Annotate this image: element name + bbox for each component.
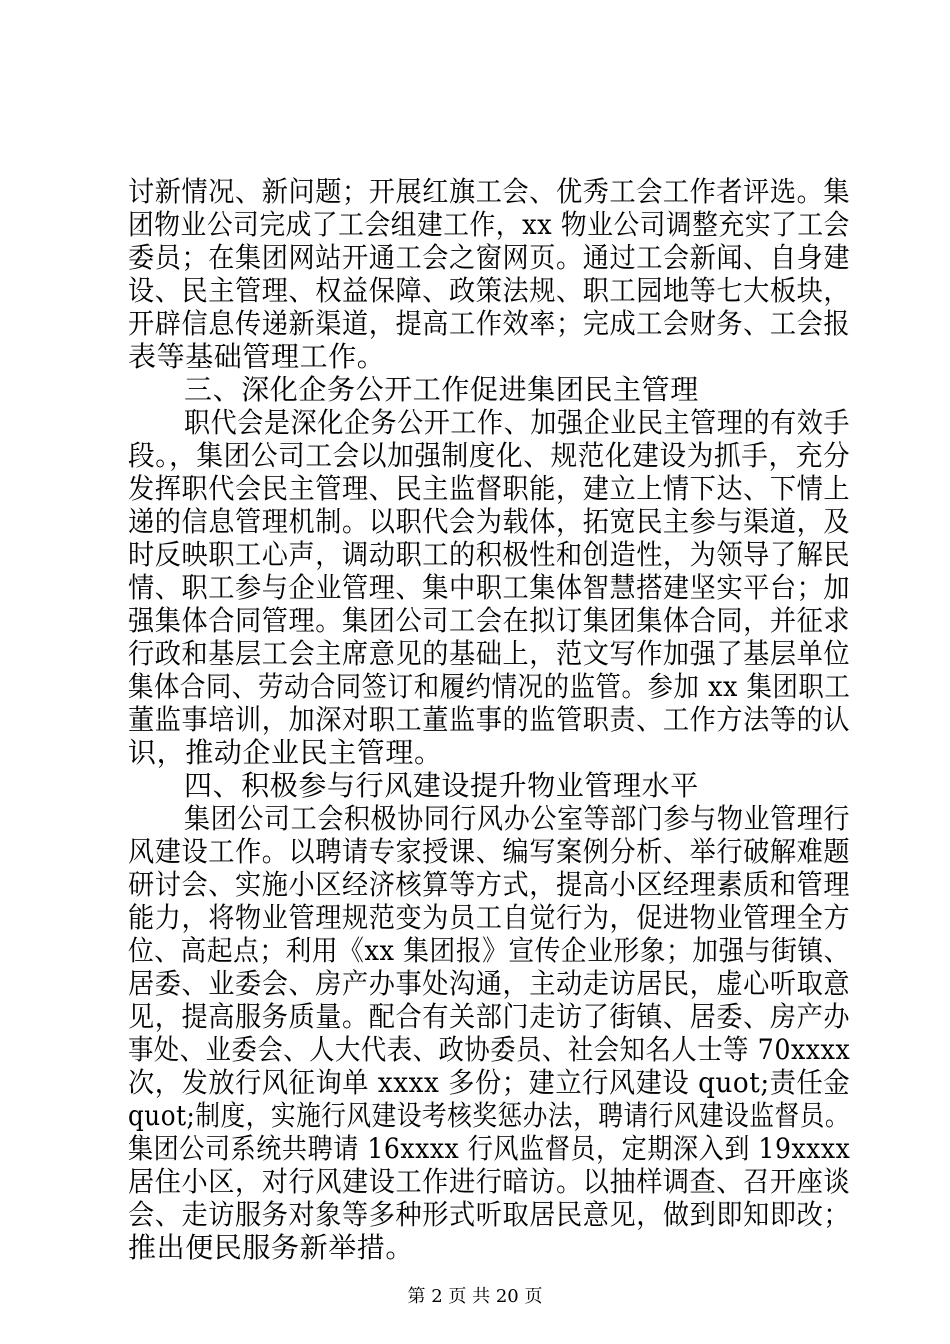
- text-line: 情、职工参与企业管理、集中职工集体智慧搭建坚实平台；加: [128, 571, 851, 604]
- text-line: quot;制度，实施行风建设考核奖惩办法，聘请行风建设监督员。: [128, 1099, 851, 1132]
- text-line: 集体合同、劳动合同签订和履约情况的监管。参加 xx 集团职工: [128, 670, 851, 703]
- text-line: 团物业公司完成了工会组建工作，xx 物业公司调整充实了工会: [128, 208, 850, 241]
- page-number: 第 2 页 共 20 页: [407, 1286, 543, 1307]
- text-line: 居住小区，对行风建设工作进行暗访。以抽样调查、召开座谈: [128, 1165, 851, 1198]
- text-line: 风建设工作。以聘请专家授课、编写案例分析、举行破解难题: [128, 835, 851, 868]
- text-line: 时反映职工心声，调动职工的积极性和创造性，为领导了解民: [128, 538, 851, 571]
- text-line: 职代会是深化企务公开工作、加强企业民主管理的有效手: [184, 406, 851, 439]
- text-line: 能力，将物业管理规范变为员工自觉行为，促进物业管理全方: [128, 901, 851, 934]
- text-line: 设、民主管理、权益保障、政策法规、职工园地等七大板块，: [128, 274, 851, 307]
- text-line: 事处、业委会、人大代表、政协委员、社会知名人士等 70xxxx: [128, 1033, 851, 1066]
- text-line: 行政和基层工会主席意见的基础上，范文写作加强了基层单位: [128, 637, 851, 670]
- text-line: 发挥职代会民主管理、民主监督职能，建立上情下达、下情上: [128, 472, 851, 505]
- text-line: 研讨会、实施小区经济核算等方式，提高小区经理素质和管理: [128, 868, 851, 901]
- text-line: 位、高起点；利用《xx 集团报》宣传企业形象；加强与街镇、: [128, 934, 850, 967]
- text-line: 推出便民服务新举措。: [128, 1231, 415, 1264]
- text-line: 居委、业委会、房产办事处沟通，主动走访居民，虚心听取意: [128, 967, 851, 1000]
- text-line: 会、走访服务对象等多种形式听取居民意见，做到即知即改；: [128, 1198, 851, 1231]
- text-line: 表等基础管理工作。: [128, 340, 386, 373]
- text-line: 次，发放行风征询单 xxxx 多份；建立行风建设 quot;责任金: [128, 1066, 851, 1099]
- text-line: 董监事培训，加深对职工董监事的监管职责、工作方法等的认: [128, 703, 851, 736]
- text-line: 集团公司工会积极协同行风办公室等部门参与物业管理行: [184, 802, 851, 835]
- text-line: 递的信息管理机制。以职代会为载体，拓宽民主参与渠道，及: [128, 505, 851, 538]
- text-line: 强集体合同管理。集团公司工会在拟订集团集体合同，并征求: [128, 604, 851, 637]
- text-line: 集团公司系统共聘请 16xxxx 行风监督员，定期深入到 19xxxx: [128, 1132, 851, 1165]
- section-heading-4: 四、积极参与行风建设提升物业管理水平: [184, 769, 699, 802]
- text-line: 识，推动企业民主管理。: [128, 736, 443, 769]
- text-line: 开辟信息传递新渠道，提高工作效率；完成工会财务、工会报: [128, 307, 851, 340]
- text-line: 段。，集团公司工会以加强制度化、规范化建设为抓手，充分: [128, 439, 851, 472]
- text-line: 委员；在集团网站开通工会之窗网页。通过工会新闻、自身建: [128, 241, 851, 274]
- section-heading-3: 三、深化企务公开工作促进集团民主管理: [184, 373, 699, 406]
- text-line: 见，提高服务质量。配合有关部门走访了街镇、居委、房产办: [128, 1000, 851, 1033]
- text-line: 讨新情况、新问题；开展红旗工会、优秀工会工作者评选。集: [128, 175, 851, 208]
